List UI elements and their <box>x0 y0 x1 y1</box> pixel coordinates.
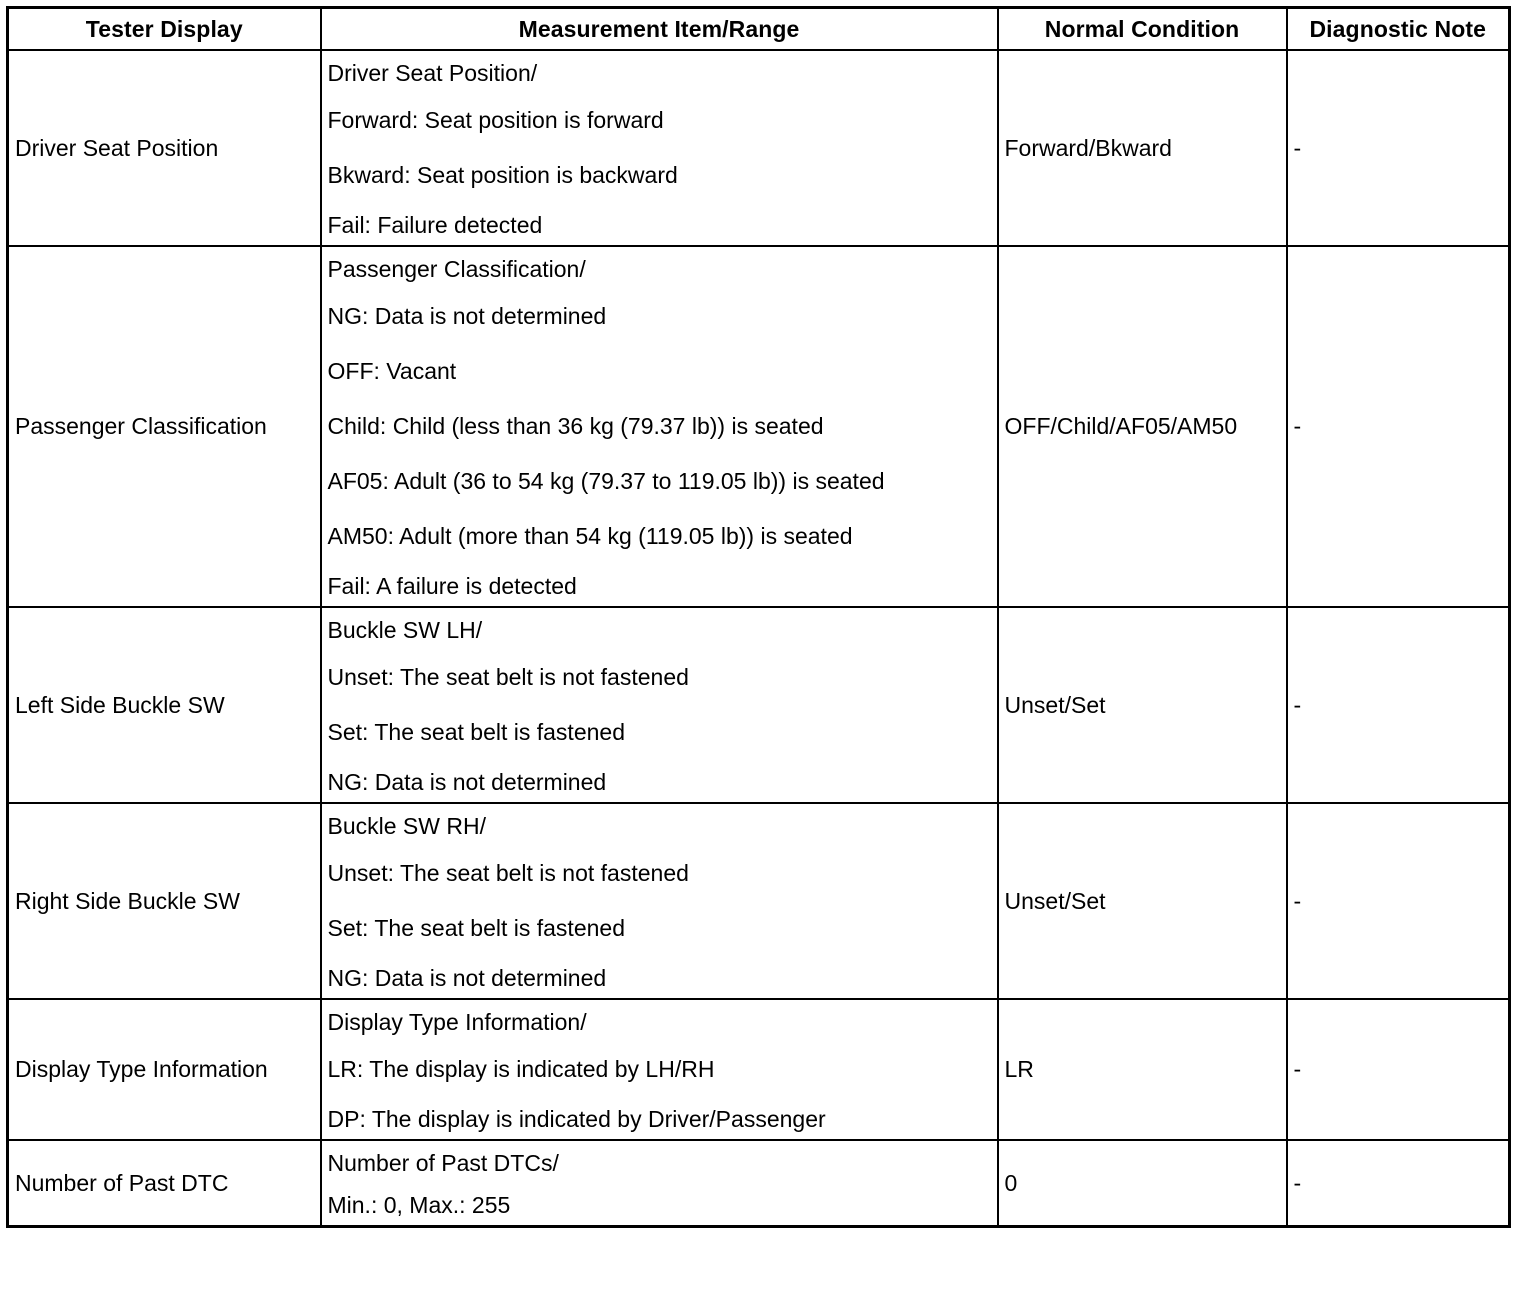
range-line: Buckle SW RH/ <box>327 813 486 839</box>
range-line: Child: Child (less than 36 kg (79.37 lb)) is seated <box>327 413 824 439</box>
range-line: Passenger Classification/ <box>327 256 586 282</box>
range-line: LR: The display is indicated by LH/RH <box>327 1056 715 1082</box>
range-line: Set: The seat belt is fastened <box>327 719 625 745</box>
tester-display-cell: Right Side Buckle SW <box>8 803 321 999</box>
range-line: NG: Data is not determined <box>327 769 607 795</box>
range-line: NG: Data is not determined <box>327 965 607 991</box>
normal-condition-cell: OFF/Child/AF05/AM50 <box>998 246 1287 607</box>
range-line: DP: The display is indicated by Driver/Passenger <box>327 1106 826 1132</box>
normal-condition-cell: Forward/Bkward <box>998 50 1287 246</box>
diagnostic-note-cell: - <box>1287 50 1510 246</box>
diagnostic-note-cell: - <box>1287 1140 1510 1227</box>
normal-condition-cell: LR <box>998 999 1287 1140</box>
measurement-range-cell <box>321 246 998 607</box>
range-line: Bkward: Seat position is backward <box>327 162 678 188</box>
range-line: Display Type Information/ <box>327 1009 587 1035</box>
header-tester-display: Tester Display <box>8 8 321 51</box>
diagnostic-note-cell: - <box>1287 607 1510 803</box>
table-body <box>8 50 1510 1227</box>
measurement-range-cell <box>321 1140 998 1227</box>
table-row <box>8 50 1510 246</box>
range-line: OFF: Vacant <box>327 358 457 384</box>
measurement-range-cell <box>321 50 998 246</box>
range-line: Unset: The seat belt is not fastened <box>327 860 689 886</box>
table-row <box>8 803 1510 999</box>
data-list-table <box>6 6 1511 1228</box>
table-row <box>8 999 1510 1140</box>
range-line: Fail: Failure detected <box>327 212 543 238</box>
range-line: Driver Seat Position/ <box>327 60 538 86</box>
range-line: Unset: The seat belt is not fastened <box>327 664 689 690</box>
measurement-range-cell <box>321 803 998 999</box>
range-line: Buckle SW LH/ <box>327 617 483 643</box>
range-line: Set: The seat belt is fastened <box>327 915 625 941</box>
normal-condition-cell: Unset/Set <box>998 607 1287 803</box>
range-line: Fail: A failure is detected <box>327 573 577 599</box>
table-row <box>8 246 1510 607</box>
diagnostic-note-cell: - <box>1287 999 1510 1140</box>
diagnostic-note-cell: - <box>1287 803 1510 999</box>
range-line: Min.: 0, Max.: 255 <box>327 1192 511 1218</box>
tester-display-cell: Left Side Buckle SW <box>8 607 321 803</box>
range-line: Number of Past DTCs/ <box>327 1150 559 1176</box>
normal-condition-cell: 0 <box>998 1140 1287 1227</box>
tester-display-cell: Display Type Information <box>8 999 321 1140</box>
header-row <box>8 8 1510 51</box>
diagnostic-note-cell: - <box>1287 246 1510 607</box>
header-measurement-range: Measurement Item/Range <box>321 8 998 51</box>
table-row <box>8 607 1510 803</box>
header-normal-condition: Normal Condition <box>998 8 1287 51</box>
range-line: NG: Data is not determined <box>327 303 607 329</box>
tester-display-cell: Driver Seat Position <box>8 50 321 246</box>
header-diagnostic-note: Diagnostic Note <box>1287 8 1510 51</box>
measurement-range-cell <box>321 607 998 803</box>
range-line: AF05: Adult (36 to 54 kg (79.37 to 119.05 lb)) is seated <box>327 468 885 494</box>
tester-display-cell: Number of Past DTC <box>8 1140 321 1227</box>
tester-display-cell: Passenger Classification <box>8 246 321 607</box>
range-line: AM50: Adult (more than 54 kg (119.05 lb)) is seated <box>327 523 853 549</box>
normal-condition-cell: Unset/Set <box>998 803 1287 999</box>
range-line: Forward: Seat position is forward <box>327 107 664 133</box>
table-row <box>8 1140 1510 1227</box>
measurement-range-cell <box>321 999 998 1140</box>
